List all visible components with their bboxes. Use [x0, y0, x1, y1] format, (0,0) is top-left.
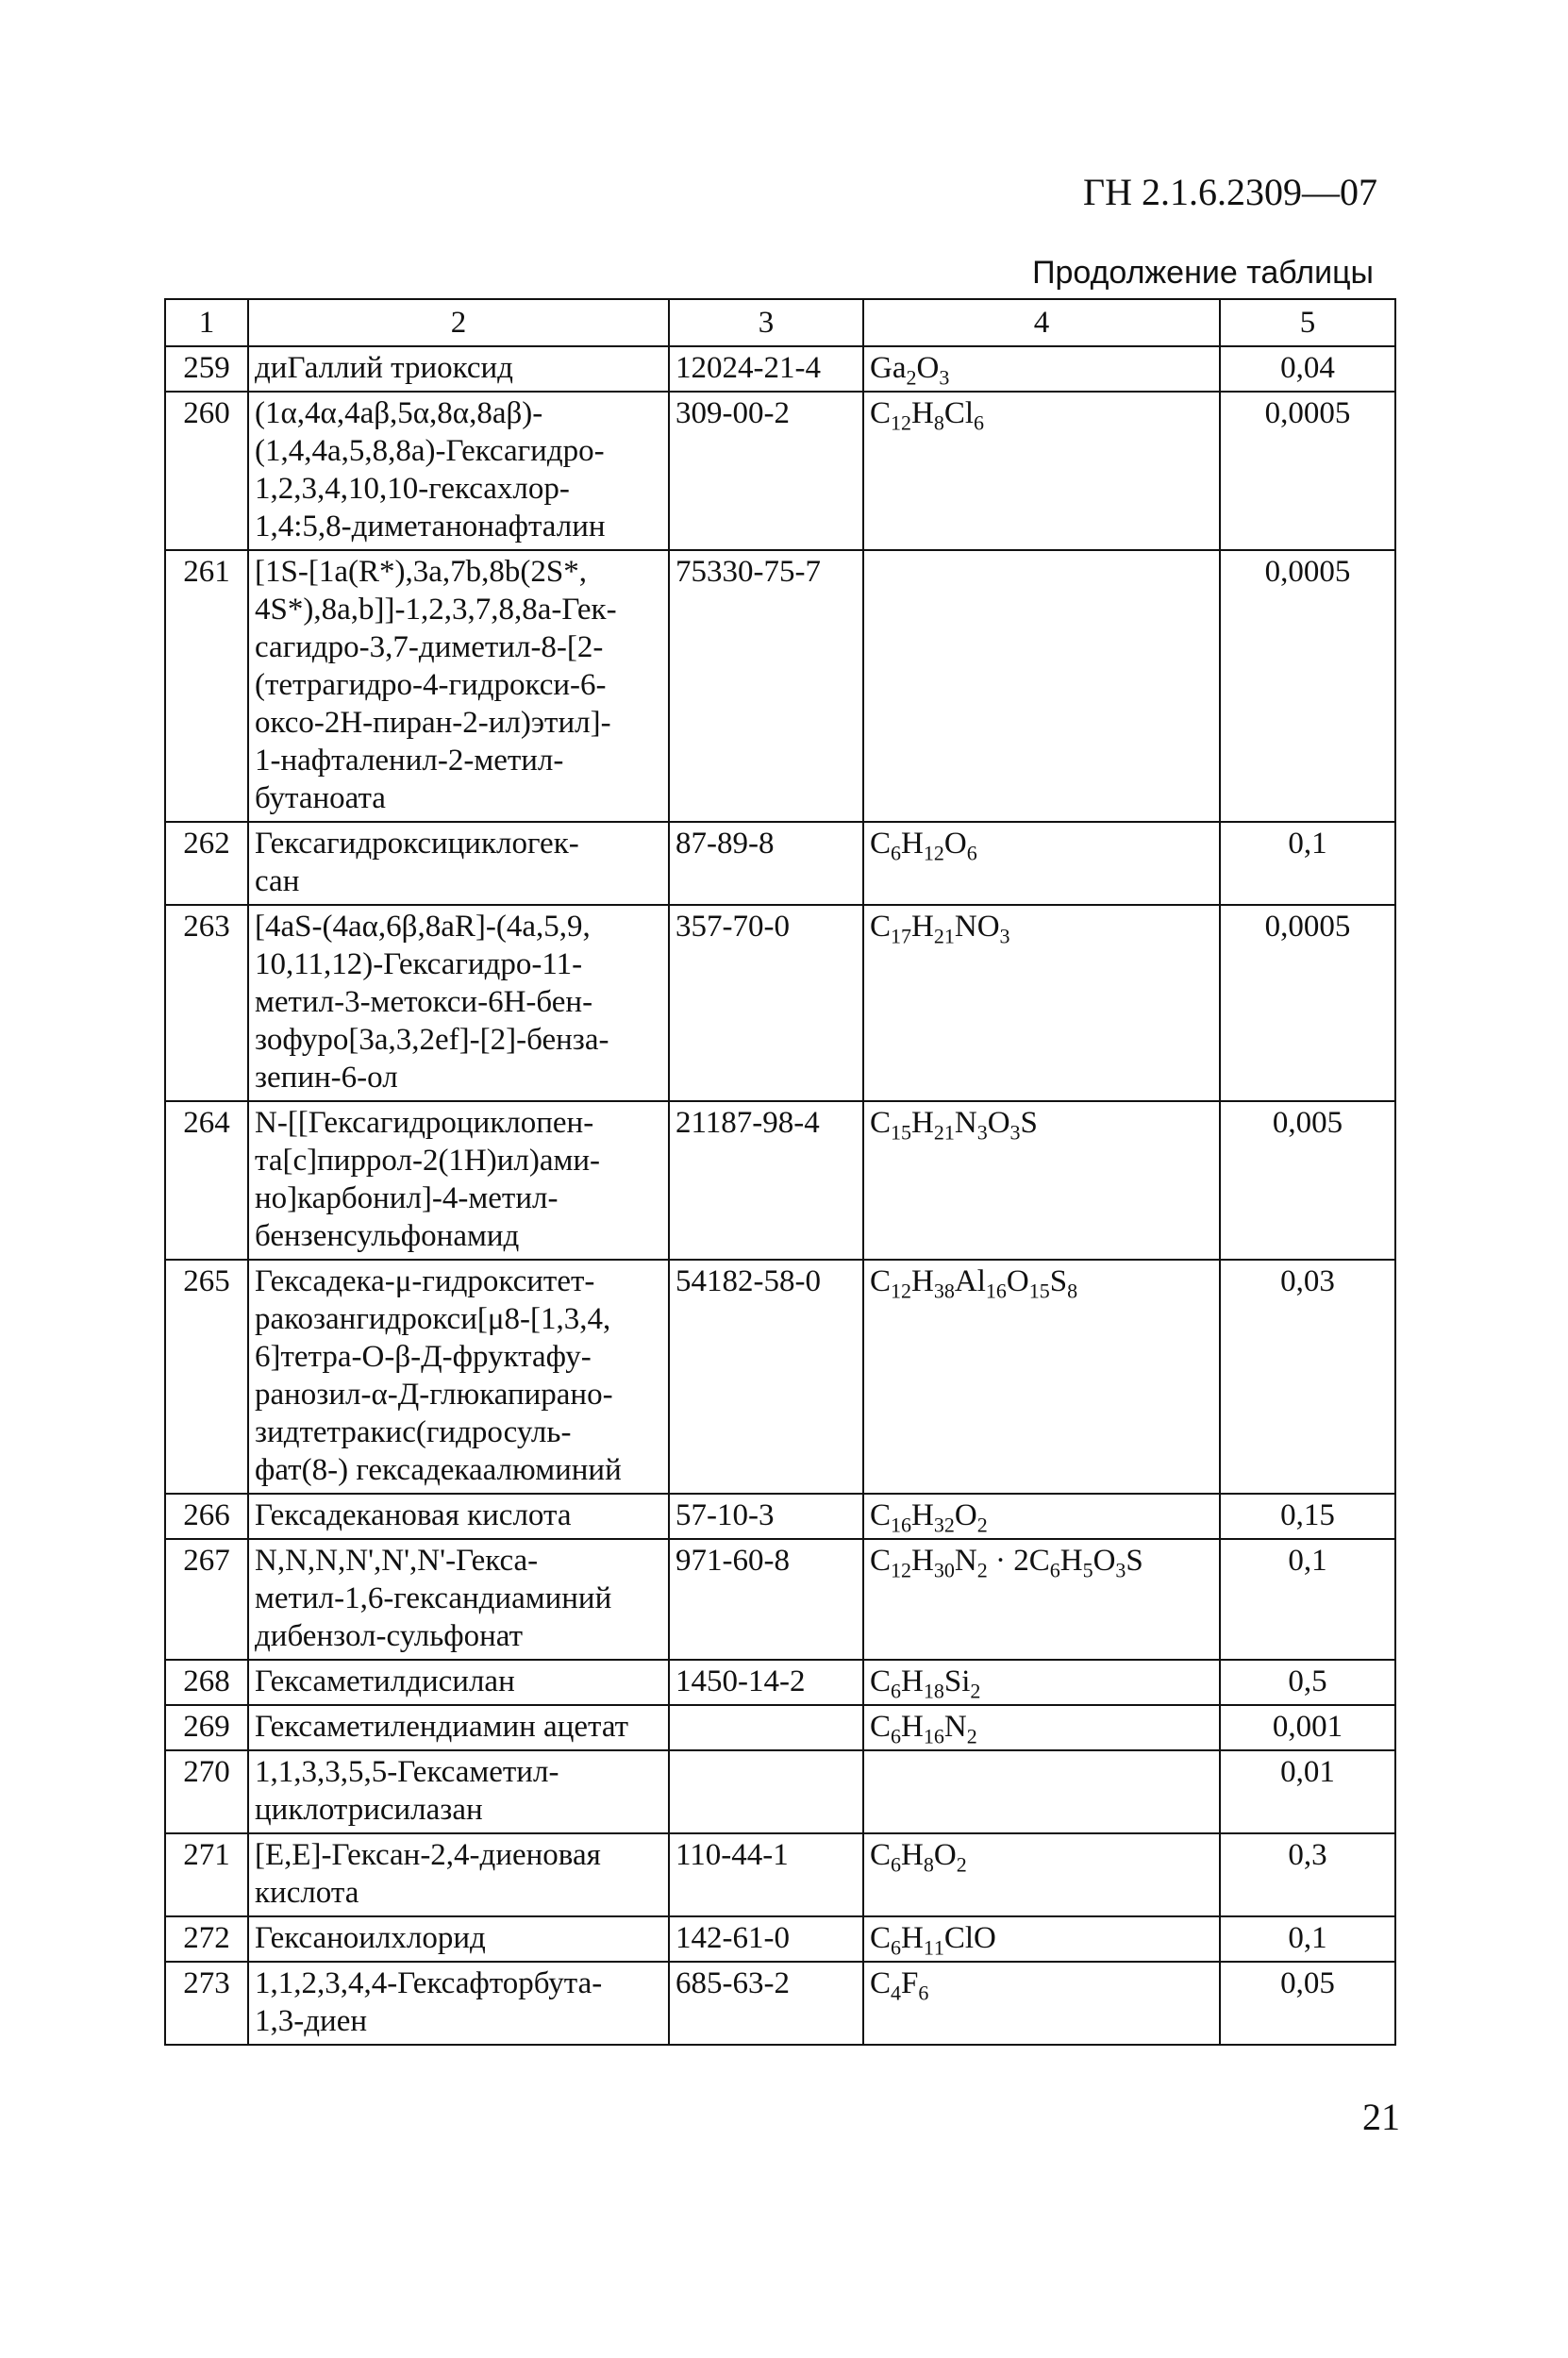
table-row — [165, 905, 1395, 1101]
substance-name-line: сан — [255, 864, 300, 898]
row-number-cell: 260 — [165, 392, 248, 550]
table-header-row — [165, 299, 1395, 346]
limit-value-cell: 0,1 — [1220, 1916, 1395, 1962]
formula-cell: $C_6H_{16}N_2$ — [863, 1705, 1220, 1750]
table-row — [165, 346, 1395, 392]
formula-cell: $C_{15}H_{21}N_3O_3S$ — [863, 1101, 1220, 1260]
limit-value-cell: 0,5 — [1220, 1660, 1395, 1705]
table-row — [165, 1750, 1395, 1833]
limit-value-cell: 0,05 — [1220, 1962, 1395, 2045]
substance-name-cell — [248, 346, 669, 392]
substance-name-line: Гексаметилендиамин ацетат — [255, 1710, 629, 1744]
formula-cell: $C_6H_{12}O_6$ — [863, 822, 1220, 905]
formula-cell: $C_4F_6$ — [863, 1962, 1220, 2045]
substance-name-line: бутаноата — [255, 781, 386, 815]
page-number: 21 — [1362, 2096, 1400, 2138]
substance-name-line: 1,2,3,4,10,10-гексахлор- — [255, 472, 570, 506]
substance-name-cell — [248, 1660, 669, 1705]
cas-number-cell: 54182-58-0 — [669, 1260, 863, 1494]
substance-name-cell — [248, 392, 669, 550]
substance-name-line: зидтетракис(гидросуль- — [255, 1415, 572, 1449]
substance-name-line: кислота — [255, 1876, 359, 1910]
formula-cell: $C_{17}H_{21}NO_3$ — [863, 905, 1220, 1101]
substance-name-line: зофуро[3a,3,2ef]-[2]-бенза- — [255, 1023, 609, 1057]
substance-name-line: но]карбонил]-4-метил- — [255, 1181, 559, 1215]
cas-number-cell: 87-89-8 — [669, 822, 863, 905]
substance-name-line: [1S-[1a(R*),3a,7b,8b(2S*, — [255, 555, 587, 589]
substance-name-line: Гексаметилдисилан — [255, 1664, 515, 1698]
limit-value-cell: 0,03 — [1220, 1260, 1395, 1494]
substance-name-line: Гексадекановая кислота — [255, 1498, 572, 1532]
substance-name-line: [4aS-(4aα,6β,8aR]-(4a,5,9, — [255, 910, 591, 944]
row-number-cell: 259 — [165, 346, 248, 392]
table-continuation-label: Продолжение таблицы — [1032, 255, 1374, 291]
substance-name-line: дибензол-сульфонат — [255, 1619, 524, 1653]
substance-name-line: Гексагидроксициклогек- — [255, 827, 579, 861]
cas-number-cell: 142-61-0 — [669, 1916, 863, 1962]
cas-number-cell: 57-10-3 — [669, 1494, 863, 1539]
substance-name-line: 4S*),8a,b]]-1,2,3,7,8,8a-Гек- — [255, 593, 617, 627]
row-number-cell: 271 — [165, 1833, 248, 1916]
formula-cell: $C_{12}H_{30}N_2 \cdot 2C_6H_5O_3S$ — [863, 1539, 1220, 1660]
table-row — [165, 1101, 1395, 1260]
table-row — [165, 1916, 1395, 1962]
limit-value-cell: 0,01 — [1220, 1750, 1395, 1833]
cas-number-cell: 21187-98-4 — [669, 1101, 863, 1260]
cas-number-cell: 357-70-0 — [669, 905, 863, 1101]
cas-number-cell — [669, 1705, 863, 1750]
substances-table — [164, 298, 1396, 2046]
limit-value-cell: 0,005 — [1220, 1101, 1395, 1260]
row-number-cell: 273 — [165, 1962, 248, 2045]
limit-value-cell: 0,0005 — [1220, 905, 1395, 1101]
substance-name-line: ранозил-α-Д-глюкапирано- — [255, 1378, 613, 1412]
substance-name-line: фат(8-) гексадекаалюминий — [255, 1453, 622, 1487]
substance-name-line: 6]тетра-О-β-Д-фруктафу- — [255, 1340, 592, 1374]
limit-value-cell: 0,1 — [1220, 822, 1395, 905]
substance-name-line: (1,4,4a,5,8,8a)-Гексагидро- — [255, 434, 605, 468]
substance-name-line: [E,E]-Гексан-2,4-диеновая — [255, 1838, 601, 1872]
cas-number-cell: 110-44-1 — [669, 1833, 863, 1916]
substance-name-line: сагидро-3,7-диметил-8-[2- — [255, 630, 604, 664]
substance-name-cell — [248, 1494, 669, 1539]
cas-number-cell: 75330-75-7 — [669, 550, 863, 822]
substance-name-line: 10,11,12)-Гексагидро-11- — [255, 947, 583, 981]
column-header: 5 — [1220, 299, 1395, 346]
substance-name-cell — [248, 1101, 669, 1260]
row-number-cell: 263 — [165, 905, 248, 1101]
table-row — [165, 1705, 1395, 1750]
formula-cell: $Ga_2O_3$ — [863, 346, 1220, 392]
cas-number-cell — [669, 1750, 863, 1833]
table-row — [165, 822, 1395, 905]
substance-name-cell — [248, 1962, 669, 2045]
row-number-cell: 265 — [165, 1260, 248, 1494]
substance-name-line: Гексадека-μ-гидрокситет- — [255, 1264, 595, 1298]
cas-number-cell: 971-60-8 — [669, 1539, 863, 1660]
row-number-cell: 261 — [165, 550, 248, 822]
table-row — [165, 1494, 1395, 1539]
row-number-cell: 272 — [165, 1916, 248, 1962]
cas-number-cell: 685-63-2 — [669, 1962, 863, 2045]
formula-cell — [863, 550, 1220, 822]
document-code: ГН 2.1.6.2309—07 — [1082, 171, 1377, 213]
substance-name-cell — [248, 1705, 669, 1750]
column-header: 4 — [863, 299, 1220, 346]
substance-name-cell — [248, 1833, 669, 1916]
cas-number-cell: 309-00-2 — [669, 392, 863, 550]
column-header: 3 — [669, 299, 863, 346]
formula-cell: $C_6H_{18}Si_2$ — [863, 1660, 1220, 1705]
substance-name-line: метил-1,6-гександиаминий — [255, 1581, 612, 1615]
column-header: 1 — [165, 299, 248, 346]
substance-name-line: 1,1,3,3,5,5-Гексаметил- — [255, 1755, 559, 1789]
substance-name-line: оксо-2Н-пиран-2-ил)этил]- — [255, 706, 611, 740]
substance-name-line: бензенсульфонамид — [255, 1219, 520, 1253]
row-number-cell: 262 — [165, 822, 248, 905]
substance-name-cell — [248, 1260, 669, 1494]
substance-name-line: Гексаноилхлорид — [255, 1921, 486, 1955]
row-number-cell: 267 — [165, 1539, 248, 1660]
row-number-cell: 268 — [165, 1660, 248, 1705]
substance-name-line: ракозангидрокси[μ8-[1,3,4, — [255, 1302, 611, 1336]
table-row — [165, 1962, 1395, 2045]
table-row — [165, 392, 1395, 550]
substance-name-line: зепин-6-ол — [255, 1061, 398, 1095]
row-number-cell: 266 — [165, 1494, 248, 1539]
table-row — [165, 1539, 1395, 1660]
substance-name-line: 1,4:5,8-диметанонафталин — [255, 510, 606, 544]
substance-name-line: (тетрагидро-4-гидрокси-6- — [255, 668, 607, 702]
limit-value-cell: 0,001 — [1220, 1705, 1395, 1750]
limit-value-cell: 0,1 — [1220, 1539, 1395, 1660]
substance-name-cell — [248, 1916, 669, 1962]
formula-cell: $C_{12}H_8Cl_6$ — [863, 392, 1220, 550]
limit-value-cell: 0,0005 — [1220, 392, 1395, 550]
cas-number-cell: 12024-21-4 — [669, 346, 863, 392]
row-number-cell: 264 — [165, 1101, 248, 1260]
row-number-cell: 270 — [165, 1750, 248, 1833]
substance-name-line: (1α,4α,4aβ,5α,8α,8aβ)- — [255, 396, 543, 430]
substance-name-cell — [248, 550, 669, 822]
formula-cell — [863, 1750, 1220, 1833]
formula-cell: $C_6H_8O_2$ — [863, 1833, 1220, 1916]
substance-name-cell — [248, 1539, 669, 1660]
table-row — [165, 1260, 1395, 1494]
formula-cell: $C_{12}H_{38}Al_{16}O_{15}S_8$ — [863, 1260, 1220, 1494]
table-row — [165, 550, 1395, 822]
cas-number-cell: 1450-14-2 — [669, 1660, 863, 1705]
formula-cell: $C_6H_{11}ClO$ — [863, 1916, 1220, 1962]
table-row — [165, 1660, 1395, 1705]
substance-name-line: та[c]пиррол-2(1Н)ил)ами- — [255, 1144, 601, 1178]
limit-value-cell: 0,3 — [1220, 1833, 1395, 1916]
limit-value-cell: 0,04 — [1220, 346, 1395, 392]
limit-value-cell: 0,0005 — [1220, 550, 1395, 822]
limit-value-cell: 0,15 — [1220, 1494, 1395, 1539]
substance-name-line: диГаллий триоксид — [255, 351, 513, 385]
substance-name-line: 1-нафталенил-2-метил- — [255, 744, 564, 778]
substance-name-cell — [248, 905, 669, 1101]
substance-name-line: метил-3-метокси-6Н-бен- — [255, 985, 593, 1019]
column-header: 2 — [248, 299, 669, 346]
substance-name-line: 1,3-диен — [255, 2004, 367, 2038]
row-number-cell: 269 — [165, 1705, 248, 1750]
substance-name-line: N-[[Гексагидроциклопен- — [255, 1106, 594, 1140]
substance-name-line: 1,1,2,3,4,4-Гексафторбута- — [255, 1966, 603, 2000]
substance-name-line: N,N,N,N',N',N'-Гекса- — [255, 1544, 539, 1578]
substance-name-line: циклотрисилазан — [255, 1793, 483, 1827]
formula-cell: $C_{16}H_{32}O_2$ — [863, 1494, 1220, 1539]
substance-name-cell — [248, 1750, 669, 1833]
substance-name-cell — [248, 822, 669, 905]
table-row — [165, 1833, 1395, 1916]
